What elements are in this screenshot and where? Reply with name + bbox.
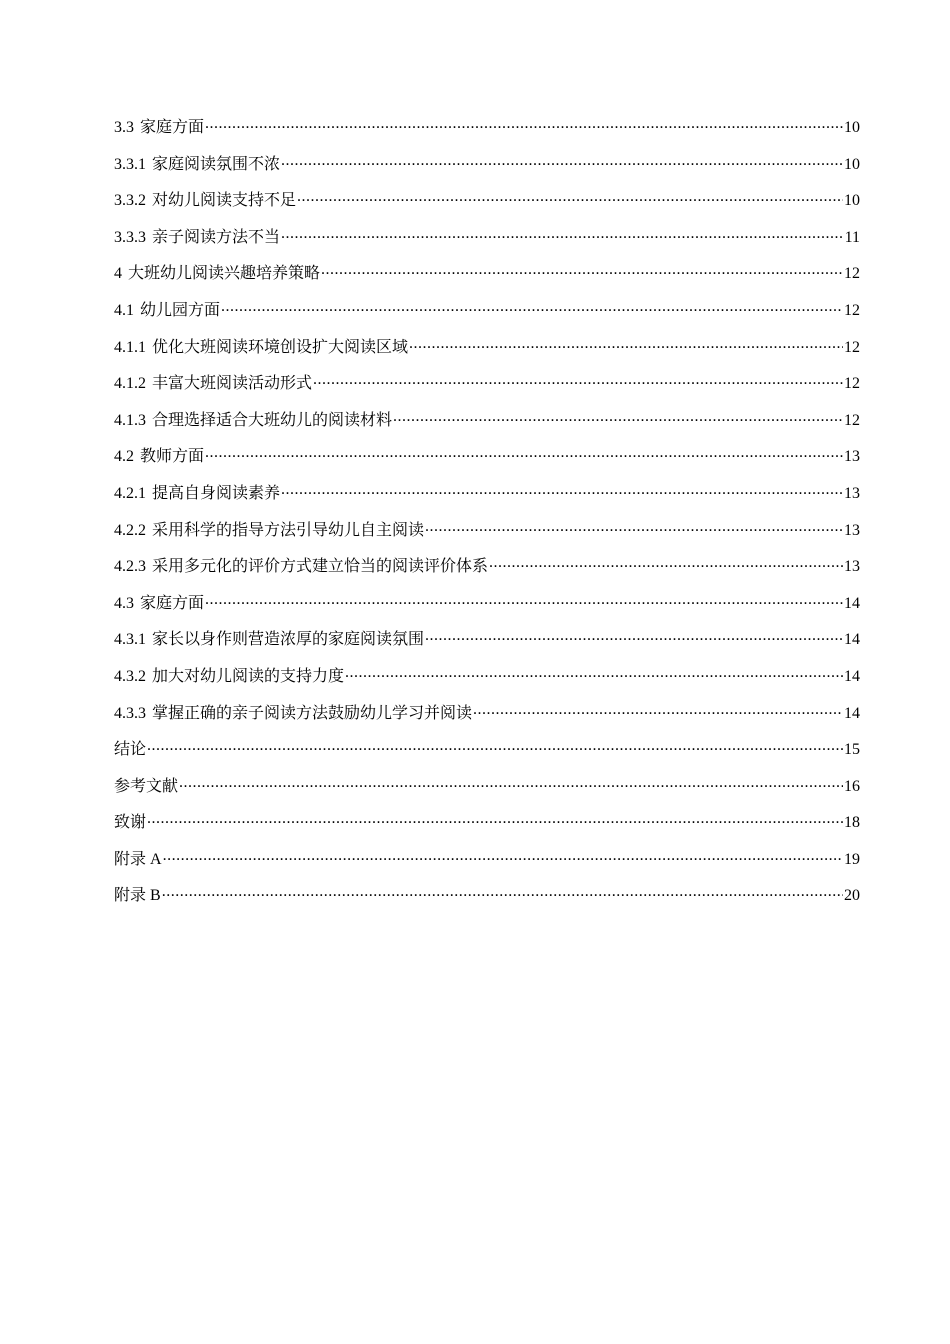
toc-entry-number: 3.3.1 <box>114 155 146 173</box>
toc-entry-title: 致谢 <box>114 814 147 832</box>
toc-dot-leader <box>147 811 843 827</box>
toc-dot-leader <box>297 189 843 205</box>
toc-entry-number: 3.3.3 <box>114 228 146 246</box>
toc-entry-title: 掌握正确的亲子阅读方法鼓励幼儿学习并阅读 <box>152 704 473 722</box>
toc-entry-number: 4.1.2 <box>114 375 146 393</box>
toc-dot-leader <box>313 372 843 388</box>
toc-entry-number: 4.3.3 <box>114 704 146 722</box>
toc-entry-page: 12 <box>844 411 860 429</box>
toc-entry-number: 4.3.2 <box>114 667 146 685</box>
toc-entry-title: 合理选择适合大班幼儿的阅读材料 <box>152 411 393 429</box>
toc-entry-number: 3.3 <box>114 119 134 136</box>
toc-dot-leader <box>473 702 843 718</box>
toc-dot-leader <box>221 299 843 315</box>
toc-entry[interactable] <box>114 114 860 151</box>
toc-entry-page: 13 <box>844 521 860 539</box>
toc-entry-number: 4.2 <box>114 448 134 466</box>
toc-entry[interactable] <box>114 480 860 517</box>
toc-dot-leader <box>179 775 843 791</box>
toc-entry-page: 12 <box>844 375 860 393</box>
toc-entry-title: 提高自身阅读素养 <box>152 484 281 502</box>
toc-entry-page: 13 <box>844 448 860 466</box>
toc-entry-page: 10 <box>844 119 860 136</box>
toc-entry-number: 4.2.3 <box>114 558 146 576</box>
toc-entry-title: 采用多元化的评价方式建立恰当的阅读评价体系 <box>152 558 489 576</box>
toc-entry[interactable] <box>114 846 860 883</box>
toc-entry-title: 家庭方面 <box>140 594 205 612</box>
toc-entry-title: 丰富大班阅读活动形式 <box>152 375 313 393</box>
toc-entry-page: 13 <box>844 484 860 502</box>
table-of-contents <box>114 114 860 919</box>
toc-entry-number: 4.1.3 <box>114 411 146 429</box>
toc-entry[interactable] <box>114 151 860 188</box>
toc-entry[interactable] <box>114 407 860 444</box>
toc-dot-leader <box>163 848 843 864</box>
toc-entry-title: 幼儿园方面 <box>140 301 221 319</box>
toc-entry-number: 4.2.1 <box>114 484 146 502</box>
toc-entry[interactable] <box>114 443 860 480</box>
toc-entry-page: 12 <box>844 301 860 319</box>
toc-entry-title: 附录 B <box>114 887 161 905</box>
toc-dot-leader <box>281 482 843 498</box>
toc-entry-number: 4.2.2 <box>114 521 146 539</box>
toc-dot-leader <box>281 153 843 169</box>
toc-entry[interactable] <box>114 370 860 407</box>
toc-entry[interactable] <box>114 590 860 627</box>
toc-dot-leader <box>321 262 843 278</box>
toc-entry-page: 10 <box>844 192 860 210</box>
toc-entry[interactable] <box>114 809 860 846</box>
toc-entry[interactable] <box>114 663 860 700</box>
toc-dot-leader <box>393 409 843 425</box>
toc-entry-title: 附录 A <box>114 850 162 868</box>
toc-entry-page: 14 <box>844 704 860 722</box>
toc-entry[interactable] <box>114 187 860 224</box>
toc-entry-title: 参考文献 <box>114 777 179 795</box>
toc-entry[interactable] <box>114 260 860 297</box>
toc-entry-title: 大班幼儿阅读兴趣培养策略 <box>128 265 321 283</box>
toc-entry[interactable] <box>114 553 860 590</box>
toc-entry-page: 14 <box>844 594 860 612</box>
toc-entry[interactable] <box>114 334 860 371</box>
toc-entry-title: 优化大班阅读环境创设扩大阅读区域 <box>152 338 409 356</box>
toc-entry[interactable] <box>114 626 860 663</box>
toc-entry-title: 采用科学的指导方法引导幼儿自主阅读 <box>152 521 425 539</box>
toc-entry-page: 19 <box>844 850 860 868</box>
toc-dot-leader <box>425 628 843 644</box>
toc-entry-title: 亲子阅读方法不当 <box>152 228 281 246</box>
toc-entry-title: 加大对幼儿阅读的支持力度 <box>152 667 345 685</box>
toc-entry-page: 14 <box>844 667 860 685</box>
toc-dot-leader <box>345 665 843 681</box>
toc-entry-title: 家长以身作则营造浓厚的家庭阅读氛围 <box>152 631 425 649</box>
toc-entry-title: 对幼儿阅读支持不足 <box>152 192 297 210</box>
toc-dot-leader <box>281 226 844 242</box>
toc-entry-page: 12 <box>844 338 860 356</box>
toc-entry-page: 20 <box>844 887 860 905</box>
toc-entry-page: 16 <box>844 777 860 795</box>
toc-entry-number: 4.3.1 <box>114 631 146 649</box>
toc-entry-title: 家庭方面 <box>140 119 205 136</box>
toc-dot-leader <box>489 555 843 571</box>
toc-entry-page: 11 <box>844 228 860 246</box>
toc-dot-leader <box>409 336 843 352</box>
toc-entry-page: 13 <box>844 558 860 576</box>
toc-dot-leader <box>205 592 843 608</box>
toc-entry-page: 14 <box>844 631 860 649</box>
toc-entry[interactable] <box>114 297 860 334</box>
toc-entry-number: 4.1 <box>114 301 134 319</box>
toc-entry[interactable] <box>114 700 860 737</box>
toc-entry[interactable] <box>114 736 860 773</box>
toc-entry-number: 4.3 <box>114 594 134 612</box>
toc-entry-page: 18 <box>844 814 860 832</box>
toc-entry[interactable] <box>114 517 860 554</box>
toc-entry-number: 4 <box>114 265 122 283</box>
toc-entry[interactable] <box>114 773 860 810</box>
toc-dot-leader <box>205 116 843 132</box>
toc-dot-leader <box>205 445 843 461</box>
toc-entry-page: 10 <box>844 155 860 173</box>
toc-entry[interactable] <box>114 882 860 919</box>
toc-entry-title: 结论 <box>114 741 147 759</box>
toc-entry[interactable] <box>114 224 860 261</box>
toc-dot-leader <box>425 519 843 535</box>
toc-entry-number: 4.1.1 <box>114 338 146 356</box>
toc-entry-page: 15 <box>844 741 860 759</box>
toc-entry-title: 家庭阅读氛围不浓 <box>152 155 281 173</box>
toc-entry-number: 3.3.2 <box>114 192 146 210</box>
toc-entry-title: 教师方面 <box>140 448 205 466</box>
toc-dot-leader <box>147 738 843 754</box>
toc-dot-leader <box>162 884 843 900</box>
toc-entry-page: 12 <box>844 265 860 283</box>
